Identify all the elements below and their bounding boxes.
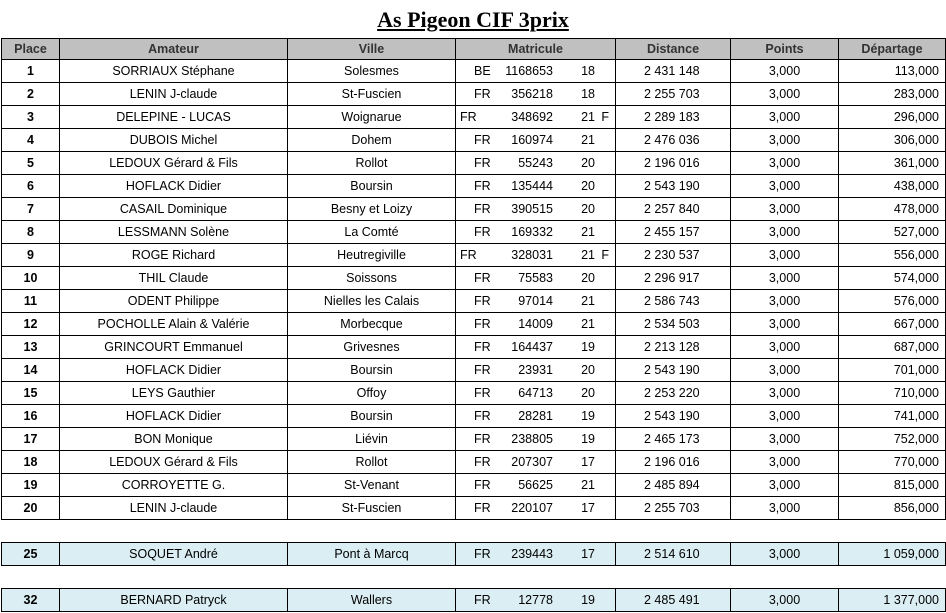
ville-cell: Besny et Loizy xyxy=(288,198,456,221)
points-cell: 3,000 xyxy=(731,405,839,428)
matricule-year: 21 xyxy=(581,225,595,239)
matricule-cell xyxy=(456,497,616,520)
departage-cell: 710,000 xyxy=(839,382,946,405)
matricule-year: 20 xyxy=(581,271,595,285)
distance-cell: 2 230 537 xyxy=(616,244,731,267)
matricule-sex: F xyxy=(601,110,609,124)
amateur-cell: SOQUET André xyxy=(60,543,288,566)
header-points: Points xyxy=(731,39,839,60)
matricule-country: FR xyxy=(474,133,491,147)
matricule-year: 17 xyxy=(581,455,595,469)
spacer-row xyxy=(2,566,946,589)
matricule-sex: F xyxy=(601,248,609,262)
matricule-cell xyxy=(456,152,616,175)
distance-cell: 2 476 036 xyxy=(616,129,731,152)
matricule-year: 18 xyxy=(581,64,595,78)
amateur-cell: BON Monique xyxy=(60,428,288,451)
matricule-year: 17 xyxy=(581,547,595,561)
ville-cell: Boursin xyxy=(288,359,456,382)
place-cell: 13 xyxy=(2,336,60,359)
ville-cell: La Comté xyxy=(288,221,456,244)
distance-cell: 2 543 190 xyxy=(616,359,731,382)
matricule-year: 20 xyxy=(581,386,595,400)
header-matricule: Matricule xyxy=(456,39,616,60)
distance-cell: 2 289 183 xyxy=(616,106,731,129)
matricule-year: 20 xyxy=(581,363,595,377)
points-cell: 3,000 xyxy=(731,83,839,106)
matricule-number: 1168653 xyxy=(505,64,553,78)
amateur-cell: LEDOUX Gérard & Fils xyxy=(60,451,288,474)
matricule-country: FR xyxy=(474,202,491,216)
matricule-country: FR xyxy=(474,340,491,354)
amateur-cell: CORROYETTE G. xyxy=(60,474,288,497)
table-row xyxy=(2,290,946,313)
distance-cell: 2 196 016 xyxy=(616,152,731,175)
matricule-cell xyxy=(456,290,616,313)
points-cell: 3,000 xyxy=(731,336,839,359)
distance-cell: 2 257 840 xyxy=(616,198,731,221)
distance-cell: 2 485 491 xyxy=(616,589,731,612)
points-cell: 3,000 xyxy=(731,290,839,313)
matricule-cell xyxy=(456,244,616,267)
matricule-cell xyxy=(456,83,616,106)
departage-cell: 856,000 xyxy=(839,497,946,520)
matricule-year: 19 xyxy=(581,593,595,607)
matricule-year: 20 xyxy=(581,179,595,193)
matricule-country: FR xyxy=(474,386,491,400)
amateur-cell: HOFLACK Didier xyxy=(60,175,288,198)
place-cell: 4 xyxy=(2,129,60,152)
amateur-cell: DELEPINE - LUCAS xyxy=(60,106,288,129)
matricule-number: 356218 xyxy=(511,87,553,101)
matricule-number: 23931 xyxy=(518,363,553,377)
table-row xyxy=(2,152,946,175)
table-header-row xyxy=(2,39,946,60)
departage-cell: 438,000 xyxy=(839,175,946,198)
distance-cell: 2 534 503 xyxy=(616,313,731,336)
matricule-year: 21 xyxy=(581,294,595,308)
header-departage: Départage xyxy=(839,39,946,60)
matricule-country: FR xyxy=(474,409,491,423)
matricule-cell xyxy=(456,451,616,474)
matricule-number: 169332 xyxy=(511,225,553,239)
matricule-country: FR xyxy=(460,110,477,124)
table-row xyxy=(2,60,946,83)
table-row xyxy=(2,589,946,612)
points-cell: 3,000 xyxy=(731,175,839,198)
departage-cell: 478,000 xyxy=(839,198,946,221)
table-row xyxy=(2,106,946,129)
distance-cell: 2 485 894 xyxy=(616,474,731,497)
place-cell: 32 xyxy=(2,589,60,612)
matricule-cell xyxy=(456,267,616,290)
matricule-country: FR xyxy=(474,593,491,607)
matricule-number: 14009 xyxy=(518,317,553,331)
place-cell: 11 xyxy=(2,290,60,313)
matricule-cell xyxy=(456,428,616,451)
table-row xyxy=(2,198,946,221)
spacer-cell xyxy=(2,520,946,543)
distance-cell: 2 253 220 xyxy=(616,382,731,405)
points-cell: 3,000 xyxy=(731,152,839,175)
amateur-cell: CASAIL Dominique xyxy=(60,198,288,221)
table-row xyxy=(2,451,946,474)
matricule-number: 220107 xyxy=(511,501,553,515)
matricule-country: BE xyxy=(474,64,491,78)
matricule-cell xyxy=(456,175,616,198)
ville-cell: Nielles les Calais xyxy=(288,290,456,313)
matricule-country: FR xyxy=(474,179,491,193)
place-cell: 6 xyxy=(2,175,60,198)
matricule-country: FR xyxy=(460,248,477,262)
amateur-cell: LENIN J-claude xyxy=(60,497,288,520)
table-row xyxy=(2,267,946,290)
distance-cell: 2 514 610 xyxy=(616,543,731,566)
matricule-year: 20 xyxy=(581,156,595,170)
place-cell: 10 xyxy=(2,267,60,290)
ville-cell: Dohem xyxy=(288,129,456,152)
departage-cell: 1 377,000 xyxy=(839,589,946,612)
matricule-cell xyxy=(456,589,616,612)
matricule-number: 28281 xyxy=(518,409,553,423)
matricule-number: 238805 xyxy=(511,432,553,446)
matricule-cell xyxy=(456,60,616,83)
header-distance: Distance xyxy=(616,39,731,60)
amateur-cell: BERNARD Patryck xyxy=(60,589,288,612)
place-cell: 16 xyxy=(2,405,60,428)
matricule-country: FR xyxy=(474,547,491,561)
departage-cell: 306,000 xyxy=(839,129,946,152)
matricule-year: 21 xyxy=(581,317,595,331)
ville-cell: Soissons xyxy=(288,267,456,290)
matricule-cell xyxy=(456,474,616,497)
departage-cell: 113,000 xyxy=(839,60,946,83)
points-cell: 3,000 xyxy=(731,244,839,267)
place-cell: 12 xyxy=(2,313,60,336)
matricule-country: FR xyxy=(474,87,491,101)
matricule-year: 20 xyxy=(581,202,595,216)
departage-cell: 701,000 xyxy=(839,359,946,382)
matricule-number: 207307 xyxy=(511,455,553,469)
amateur-cell: LESSMANN Solène xyxy=(60,221,288,244)
place-cell: 19 xyxy=(2,474,60,497)
matricule-country: FR xyxy=(474,455,491,469)
points-cell: 3,000 xyxy=(731,129,839,152)
ville-cell: Wallers xyxy=(288,589,456,612)
matricule-year: 18 xyxy=(581,87,595,101)
matricule-country: FR xyxy=(474,225,491,239)
header-place: Place xyxy=(2,39,60,60)
matricule-cell xyxy=(456,106,616,129)
matricule-year: 21 xyxy=(581,248,595,262)
page-title: As Pigeon CIF 3prix xyxy=(377,7,569,32)
amateur-cell: THIL Claude xyxy=(60,267,288,290)
table-row xyxy=(2,244,946,267)
table-row xyxy=(2,175,946,198)
ville-cell: St-Fuscien xyxy=(288,497,456,520)
matricule-number: 135444 xyxy=(511,179,553,193)
points-cell: 3,000 xyxy=(731,589,839,612)
matricule-number: 64713 xyxy=(518,386,553,400)
amateur-cell: LEDOUX Gérard & Fils xyxy=(60,152,288,175)
matricule-number: 97014 xyxy=(518,294,553,308)
place-cell: 5 xyxy=(2,152,60,175)
table-row xyxy=(2,497,946,520)
matricule-year: 17 xyxy=(581,501,595,515)
amateur-cell: HOFLACK Didier xyxy=(60,359,288,382)
amateur-cell: POCHOLLE Alain & Valérie xyxy=(60,313,288,336)
ville-cell: Solesmes xyxy=(288,60,456,83)
points-cell: 3,000 xyxy=(731,313,839,336)
amateur-cell: HOFLACK Didier xyxy=(60,405,288,428)
points-cell: 3,000 xyxy=(731,382,839,405)
amateur-cell: LENIN J-claude xyxy=(60,83,288,106)
ville-cell: Grivesnes xyxy=(288,336,456,359)
points-cell: 3,000 xyxy=(731,497,839,520)
points-cell: 3,000 xyxy=(731,359,839,382)
ville-cell: Morbecque xyxy=(288,313,456,336)
matricule-number: 239443 xyxy=(511,547,553,561)
place-cell: 1 xyxy=(2,60,60,83)
distance-cell: 2 586 743 xyxy=(616,290,731,313)
matricule-year: 19 xyxy=(581,432,595,446)
matricule-number: 75583 xyxy=(518,271,553,285)
distance-cell: 2 196 016 xyxy=(616,451,731,474)
amateur-cell: ODENT Philippe xyxy=(60,290,288,313)
place-cell: 7 xyxy=(2,198,60,221)
distance-cell: 2 255 703 xyxy=(616,497,731,520)
ville-cell: Pont à Marcq xyxy=(288,543,456,566)
place-cell: 3 xyxy=(2,106,60,129)
amateur-cell: ROGE Richard xyxy=(60,244,288,267)
matricule-year: 21 xyxy=(581,110,595,124)
table-row xyxy=(2,543,946,566)
distance-cell: 2 543 190 xyxy=(616,405,731,428)
ville-cell: St-Venant xyxy=(288,474,456,497)
header-ville: Ville xyxy=(288,39,456,60)
ville-cell: Rollot xyxy=(288,152,456,175)
place-cell: 15 xyxy=(2,382,60,405)
place-cell: 9 xyxy=(2,244,60,267)
amateur-cell: DUBOIS Michel xyxy=(60,129,288,152)
departage-cell: 667,000 xyxy=(839,313,946,336)
matricule-year: 19 xyxy=(581,409,595,423)
table-row xyxy=(2,336,946,359)
matricule-number: 390515 xyxy=(511,202,553,216)
matricule-country: FR xyxy=(474,317,491,331)
matricule-country: FR xyxy=(474,501,491,515)
matricule-number: 56625 xyxy=(518,478,553,492)
matricule-cell xyxy=(456,129,616,152)
matricule-country: FR xyxy=(474,478,491,492)
table-row xyxy=(2,428,946,451)
matricule-year: 21 xyxy=(581,133,595,147)
table-row xyxy=(2,359,946,382)
departage-cell: 576,000 xyxy=(839,290,946,313)
matricule-cell xyxy=(456,405,616,428)
table-row xyxy=(2,313,946,336)
matricule-country: FR xyxy=(474,363,491,377)
amateur-cell: GRINCOURT Emmanuel xyxy=(60,336,288,359)
place-cell: 25 xyxy=(2,543,60,566)
place-cell: 17 xyxy=(2,428,60,451)
matricule-cell xyxy=(456,313,616,336)
departage-cell: 741,000 xyxy=(839,405,946,428)
distance-cell: 2 431 148 xyxy=(616,60,731,83)
ville-cell: Heutregiville xyxy=(288,244,456,267)
matricule-number: 164437 xyxy=(511,340,553,354)
departage-cell: 527,000 xyxy=(839,221,946,244)
table-row xyxy=(2,474,946,497)
place-cell: 20 xyxy=(2,497,60,520)
distance-cell: 2 296 917 xyxy=(616,267,731,290)
points-cell: 3,000 xyxy=(731,543,839,566)
matricule-cell xyxy=(456,198,616,221)
matricule-country: FR xyxy=(474,432,491,446)
ville-cell: Boursin xyxy=(288,175,456,198)
points-cell: 3,000 xyxy=(731,267,839,290)
spacer-cell xyxy=(2,566,946,589)
amateur-cell: LEYS Gauthier xyxy=(60,382,288,405)
points-cell: 3,000 xyxy=(731,60,839,83)
matricule-cell xyxy=(456,336,616,359)
departage-cell: 1 059,000 xyxy=(839,543,946,566)
header-amateur: Amateur xyxy=(60,39,288,60)
departage-cell: 574,000 xyxy=(839,267,946,290)
matricule-number: 12778 xyxy=(518,593,553,607)
matricule-year: 19 xyxy=(581,340,595,354)
table-row xyxy=(2,129,946,152)
ville-cell: St-Fuscien xyxy=(288,83,456,106)
matricule-number: 55243 xyxy=(518,156,553,170)
matricule-year: 21 xyxy=(581,478,595,492)
table-row xyxy=(2,382,946,405)
departage-cell: 770,000 xyxy=(839,451,946,474)
matricule-country: FR xyxy=(474,294,491,308)
place-cell: 14 xyxy=(2,359,60,382)
ville-cell: Offoy xyxy=(288,382,456,405)
points-cell: 3,000 xyxy=(731,474,839,497)
results-table xyxy=(1,38,946,612)
departage-cell: 752,000 xyxy=(839,428,946,451)
matricule-number: 160974 xyxy=(511,133,553,147)
matricule-country: FR xyxy=(474,271,491,285)
matricule-cell xyxy=(456,382,616,405)
amateur-cell: SORRIAUX Stéphane xyxy=(60,60,288,83)
matricule-number: 328031 xyxy=(511,248,553,262)
ville-cell: Woignarue xyxy=(288,106,456,129)
points-cell: 3,000 xyxy=(731,106,839,129)
points-cell: 3,000 xyxy=(731,198,839,221)
distance-cell: 2 255 703 xyxy=(616,83,731,106)
points-cell: 3,000 xyxy=(731,221,839,244)
place-cell: 8 xyxy=(2,221,60,244)
departage-cell: 361,000 xyxy=(839,152,946,175)
matricule-number: 348692 xyxy=(511,110,553,124)
departage-cell: 556,000 xyxy=(839,244,946,267)
distance-cell: 2 455 157 xyxy=(616,221,731,244)
distance-cell: 2 213 128 xyxy=(616,336,731,359)
table-row xyxy=(2,221,946,244)
matricule-cell xyxy=(456,359,616,382)
ville-cell: Rollot xyxy=(288,451,456,474)
departage-cell: 283,000 xyxy=(839,83,946,106)
matricule-cell xyxy=(456,221,616,244)
distance-cell: 2 465 173 xyxy=(616,428,731,451)
table-row xyxy=(2,83,946,106)
place-cell: 18 xyxy=(2,451,60,474)
points-cell: 3,000 xyxy=(731,428,839,451)
spacer-row xyxy=(2,520,946,543)
departage-cell: 296,000 xyxy=(839,106,946,129)
departage-cell: 815,000 xyxy=(839,474,946,497)
ville-cell: Liévin xyxy=(288,428,456,451)
points-cell: 3,000 xyxy=(731,451,839,474)
ville-cell: Boursin xyxy=(288,405,456,428)
distance-cell: 2 543 190 xyxy=(616,175,731,198)
table-row xyxy=(2,405,946,428)
departage-cell: 687,000 xyxy=(839,336,946,359)
matricule-country: FR xyxy=(474,156,491,170)
matricule-cell xyxy=(456,543,616,566)
place-cell: 2 xyxy=(2,83,60,106)
